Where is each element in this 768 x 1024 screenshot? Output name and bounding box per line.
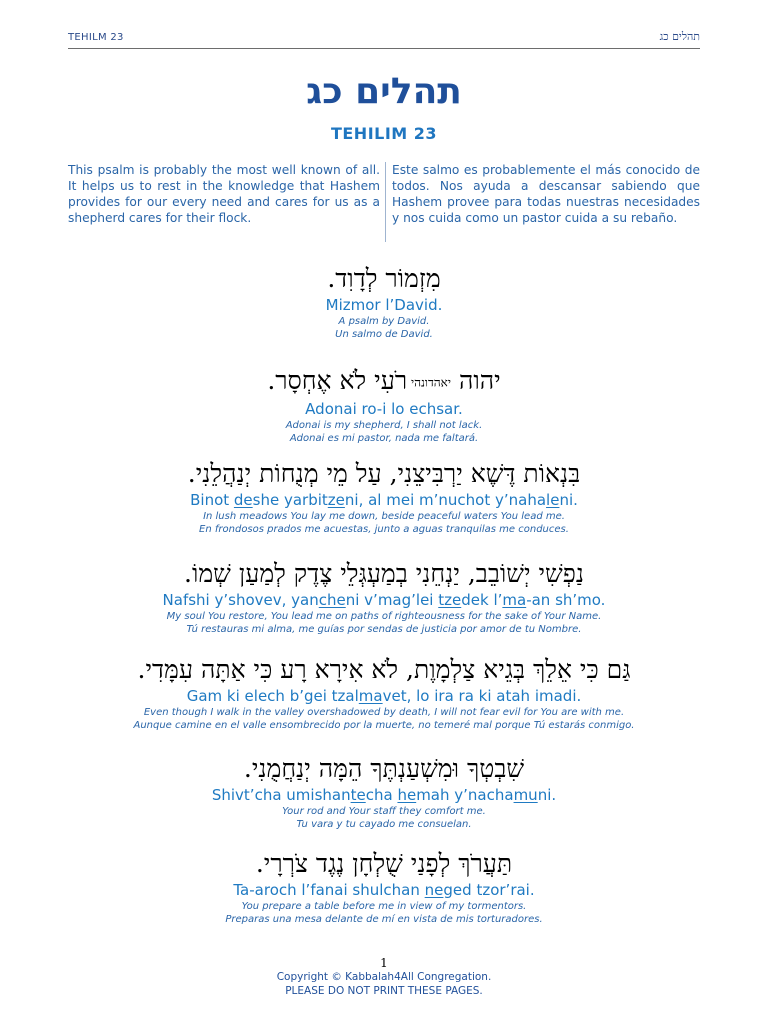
verse-english: A psalm by David. (338, 316, 430, 327)
verse-hebrew (0, 752, 768, 786)
verse (0, 752, 768, 831)
verse (0, 653, 768, 732)
verse-hebrew-text: נַפְשִׁי יְשׁוֹבֵב, יַנְחֵנִי בְמַעְגְּלֵי צֶדֶק לְמַעַן שְׁמוֹ. (184, 559, 584, 588)
intro-divider (385, 162, 386, 242)
verse-hebrew-text: רֹעִי לֹא אֶחְסָר. (267, 366, 408, 395)
stressed-syllable: he (397, 786, 417, 804)
page-footer (0, 956, 768, 998)
verse-english: In lush meadows You lay me down, beside peaceful waters You lead me. (203, 511, 565, 522)
stressed-syllable: te (350, 786, 366, 804)
translit-segment: Ta-aroch l’fanai shulchan (233, 881, 425, 899)
verse-transliteration (0, 296, 768, 315)
translit-segment: Gam ki elech b’gei tzal (186, 687, 359, 705)
translit-segment: -an sh’mo. (526, 591, 606, 609)
verse-spanish: Aunque camine en el valle ensombrecido por la muerte, no temeré mal porque Tú estarás conmigo. (133, 720, 635, 731)
divine-name: יהוה (451, 366, 501, 395)
stressed-syllable: ma (502, 591, 527, 609)
translit-segment: Shivt’cha umishan (211, 786, 351, 804)
verse-spanish: Tu vara y tu cayado me consuelan. (296, 819, 472, 830)
page-title-hebrew: תהלים כג (306, 71, 462, 112)
verse-hebrew-text: גַּם כִּי אֵלֵךְ בְּגֵיא צַלְמָוֶת, לֹא אִירָא רָע כִּי אַתָּה עִמָּדִי. (137, 655, 631, 684)
copyright-text: Copyright © Kabbalah4All Congregation. (276, 971, 492, 983)
verse-hebrew (0, 364, 768, 400)
verse-spanish: Adonai es mi pastor, nada me faltará. (289, 432, 479, 444)
header-left-title: TEHILM 23 (68, 32, 124, 43)
translit-segment: Adonai ro-i lo echsar. (305, 399, 463, 418)
verse-hebrew-text: תַּעֲרֹךְ לְפָנַי שֻׁלְחָן נֶגֶד צֹרְרָי. (255, 849, 513, 878)
translit-segment: ged tzor’rai. (443, 881, 535, 899)
verse (0, 557, 768, 636)
intro-english: This psalm is probably the most well known of all. It helps us to rest in the knowledge that Hashem provides for our every need and cares for us as a shepherd cares for their flock. (68, 163, 380, 225)
translit-segment: she yarbit (252, 491, 328, 509)
translit-segment: Binot (190, 491, 234, 509)
verse-transliteration (0, 786, 768, 805)
verse (0, 457, 768, 536)
verse-transliteration (0, 491, 768, 510)
translit-segment: vet, lo ira ra ki atah imadi. (382, 687, 582, 705)
translit-segment: Mizmor l’David. (325, 296, 443, 314)
stressed-syllable: mu (513, 786, 538, 804)
page-header (68, 30, 700, 49)
page-number: 1 (380, 956, 388, 970)
stressed-syllable: de (233, 491, 253, 509)
verse-hebrew-text: שִׁבְטְךָ וּמִשְׁעַנְתֶּךָ הֵמָּה יְנַחֲמֻנִי. (243, 754, 525, 783)
verse (0, 847, 768, 926)
stressed-syllable: le (546, 491, 560, 509)
verse-english: You prepare a table before me in view of my tormentors. (241, 901, 527, 912)
verse-transliteration (0, 400, 768, 419)
verse-transliteration (0, 881, 768, 900)
translit-segment: mah y’nacha (416, 786, 514, 804)
verse-hebrew (0, 457, 768, 491)
verse-hebrew (0, 847, 768, 881)
verse (0, 364, 768, 445)
verse-spanish: Un salmo de David. (335, 329, 433, 340)
stressed-syllable: ma (358, 687, 383, 705)
translit-segment: Nafshi y’shovev, yan (162, 591, 319, 609)
translit-segment: ni v’mag’lei (345, 591, 439, 609)
stressed-syllable: ne (424, 881, 444, 899)
verse-transliteration (0, 687, 768, 706)
verse-hebrew (0, 262, 768, 296)
stressed-syllable: che (318, 591, 346, 609)
translit-segment: ni, al mei m’nuchot y’naha (344, 491, 547, 509)
divine-name-small: יאהדונהי (407, 375, 451, 390)
verse-spanish: Tú restauras mi alma, me guías por sendas de justicia por amor de tu Nombre. (186, 624, 582, 635)
print-notice: PLEASE DO NOT PRINT THESE PAGES. (285, 985, 483, 997)
intro-spanish: Este salmo es probablemente el más conocido de todos. Nos ayuda a descansar sabiendo que Hashem provee para todas nuestras necesidades y nos cuida como un pastor cuida a su rebaño. (392, 163, 700, 225)
verse-hebrew-text: מִזְמוֹר לְדָוִד. (327, 264, 441, 293)
verse-spanish: Preparas una mesa delante de mí en vista de mis torturadores. (225, 914, 543, 925)
verse-spanish: En frondosos prados me acuestas, junto a aguas tranquilas me conduces. (199, 524, 569, 535)
verse-transliteration (0, 591, 768, 610)
verse-english: Your rod and Your staff they comfort me. (282, 806, 486, 817)
translit-segment: ni. (537, 786, 557, 804)
verse-hebrew (0, 653, 768, 687)
stressed-syllable: tze (438, 591, 462, 609)
translit-segment: cha (365, 786, 398, 804)
translit-segment: dek l’ (461, 591, 503, 609)
verse-hebrew-text: בִּנְאוֹת דֶּשֶׁא יַרְבִּיצֵנִי, עַל מֵי מְנֻחוֹת יְנַהֲלֵנִי. (187, 459, 581, 488)
stressed-syllable: ze (327, 491, 345, 509)
verse-english: Adonai is my shepherd, I shall not lack. (285, 419, 483, 431)
translit-segment: ni. (559, 491, 578, 509)
header-right-title: תהלים כג (659, 30, 700, 43)
verse-english: My soul You restore, You lead me on paths of righteousness for the sake of Your Name. (166, 611, 602, 622)
verse (0, 262, 768, 341)
page-title-english: TEHILIM 23 (330, 124, 438, 143)
verse-english: Even though I walk in the valley overshadowed by death, I will not fear evil for You are with me. (143, 707, 625, 718)
verse-hebrew (0, 557, 768, 591)
